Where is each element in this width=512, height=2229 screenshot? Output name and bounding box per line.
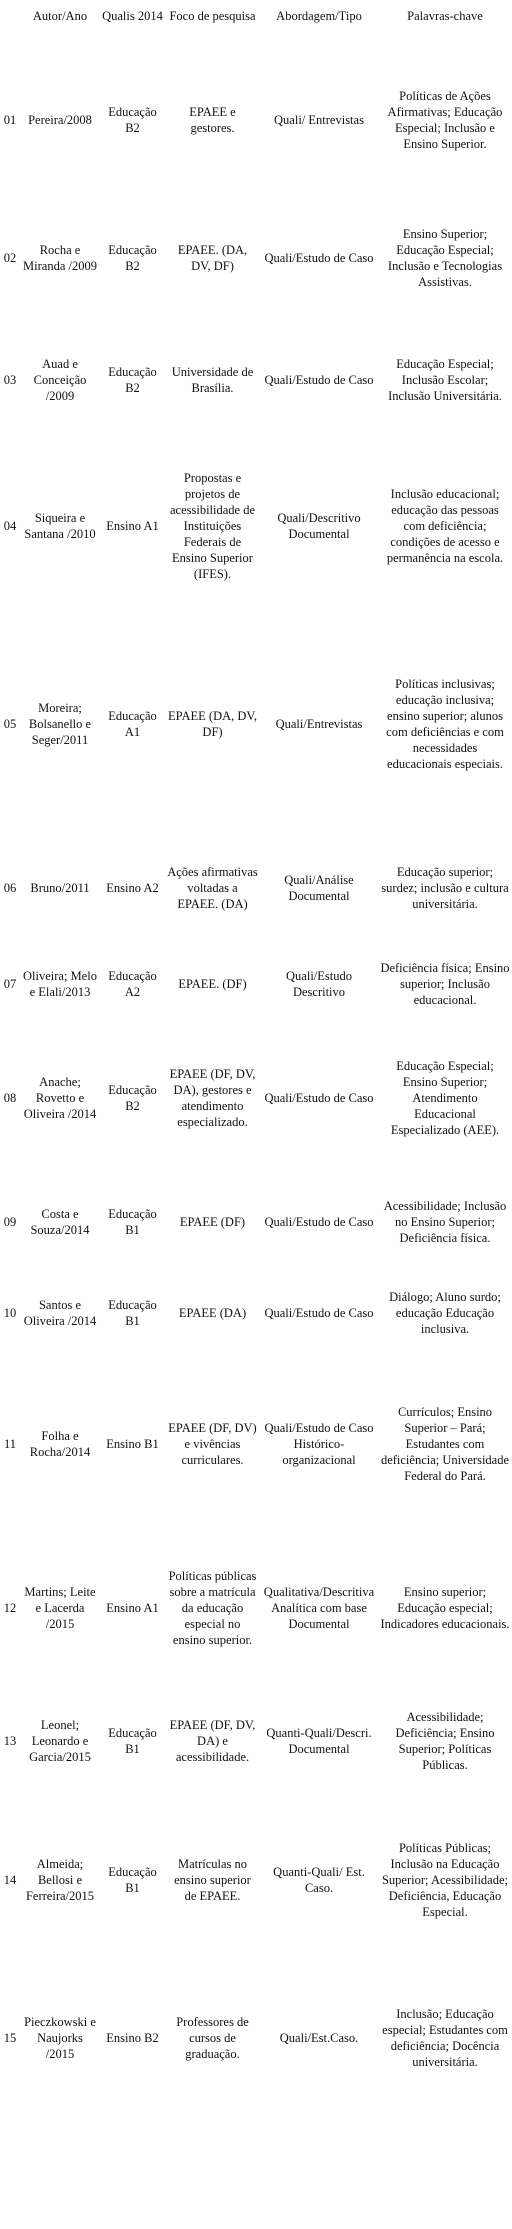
keywords-cell: Políticas de Ações Afirmativas; Educação Especial; Inclusão e Ensino Superior. — [387, 89, 503, 151]
row-number: 03 — [3, 373, 17, 387]
research-focus-cell: EPAEE (DF, DV) e vivências curriculares. — [168, 1421, 257, 1467]
table-row — [0, 48, 512, 192]
table-row — [0, 1534, 512, 1682]
row-number: 10 — [3, 1306, 17, 1320]
qualis-cell: Ensino A1 — [106, 519, 159, 533]
qualis-cell: Educação B2 — [108, 243, 157, 273]
author-year-cell: Rocha e Miranda /2009 — [23, 243, 97, 273]
table-row — [0, 1960, 512, 2116]
row-number: 08 — [3, 1091, 17, 1105]
qualis-cell: Educação A2 — [108, 969, 157, 999]
author-year-cell: Moreira; Bolsanello e Seger/2011 — [28, 701, 92, 747]
keywords-cell: Inclusão; Educação especial; Estudantes com deficiência; Docência universitária. — [382, 2007, 508, 2069]
author-year-cell: Bruno/2011 — [30, 881, 90, 895]
approach-type-cell: Quali/Estudo de Caso — [264, 1091, 374, 1105]
row-number: 11 — [3, 1437, 17, 1451]
qualis-cell: Educação A1 — [108, 709, 157, 739]
keywords-cell: Acessibilidade; Deficiência; Ensino Superior; Políticas Públicas. — [395, 1710, 495, 1772]
qualis-cell: Ensino B1 — [106, 1437, 159, 1451]
qualis-cell: Educação B1 — [108, 1298, 157, 1328]
approach-type-cell: Quali/Entrevistas — [275, 717, 363, 731]
author-year-cell: Almeida; Bellosi e Ferreira/2015 — [25, 1857, 95, 1903]
author-year-cell: Pereira/2008 — [28, 113, 92, 127]
research-focus-cell: EPAEE (DF, DV, DA), gestores e atendimento especializado. — [169, 1067, 256, 1129]
research-focus-cell: Universidade de Brasília. — [171, 365, 254, 395]
table-body — [0, 48, 512, 2116]
row-number: 06 — [3, 881, 17, 895]
author-year-cell: Santos e Oliveira /2014 — [23, 1298, 97, 1328]
qualis-cell: Educação B2 — [108, 1083, 157, 1113]
approach-type-cell: Qualitativa/Descritiva Analítica com base Documental — [263, 1585, 375, 1631]
qualis-cell: Educação B2 — [108, 365, 157, 395]
keywords-cell: Acessibilidade; Inclusão no Ensino Superior; Deficiência física. — [383, 1199, 507, 1245]
keywords-cell: Educação Especial; Ensino Superior; Atendimento Educacional Especializado (AEE). — [390, 1059, 500, 1137]
keywords-cell: Políticas Públicas; Inclusão na Educação Superior; Acessibilidade; Deficiência, Educação Especial. — [381, 1841, 509, 1919]
table-header — [0, 0, 512, 48]
header-number — [0, 0, 20, 48]
research-focus-cell: Políticas públicas sobre a matrícula da educação especial no ensino superior. — [168, 1569, 257, 1647]
table-row — [0, 1272, 512, 1354]
approach-type-cell: Quali/Est.Caso. — [279, 2031, 359, 2045]
header-author-year: Autor/Ano — [32, 9, 88, 23]
table-row — [0, 192, 512, 324]
qualis-cell: Educação B1 — [108, 1865, 157, 1895]
approach-type-cell: Quali/Estudo de Caso — [264, 251, 374, 265]
author-year-cell: Oliveira; Melo e Elali/2013 — [23, 969, 97, 999]
header-research-focus: Foco de pesquisa — [169, 9, 256, 23]
research-focus-cell: EPAEE e gestores. — [189, 105, 236, 135]
qualis-cell: Ensino A2 — [106, 881, 159, 895]
keywords-cell: Políticas inclusivas; educação inclusiva; ensino superior; alunos com deficiências e com necessidades educacionais especiais. — [386, 677, 504, 771]
approach-type-cell: Quali/Estudo Descritivo — [286, 969, 352, 999]
author-year-cell: Leonel; Leonardo e Garcia/2015 — [29, 1718, 91, 1764]
research-focus-cell: EPAEE (DA) — [178, 1306, 247, 1320]
approach-type-cell: Quali/ Entrevistas — [274, 113, 364, 127]
qualis-cell: Ensino B2 — [106, 2031, 159, 2045]
row-number: 02 — [3, 251, 17, 265]
approach-type-cell: Quanti-Quali/Descri. Documental — [266, 1726, 372, 1756]
research-focus-cell: Propostas e projetos de acessibilidade de Instituições Federais de Ensino Superior (IFES). — [169, 471, 256, 581]
author-year-cell: Martins; Leite e Lacerda /2015 — [24, 1585, 96, 1631]
keywords-cell: Diálogo; Aluno surdo; educação Educação inclusiva. — [389, 1290, 501, 1336]
research-focus-cell: EPAEE. (DA, DV, DF) — [177, 243, 248, 273]
author-year-cell: Siqueira e Santana /2010 — [24, 511, 96, 541]
keywords-cell: Deficiência física; Ensino superior; Inclusão educacional. — [380, 961, 510, 1007]
table-row — [0, 944, 512, 1024]
keywords-cell: Educação Especial; Inclusão Escolar; Inclusão Universitária. — [388, 357, 502, 403]
qualis-cell: Educação B2 — [108, 105, 157, 135]
author-year-cell: Auad e Conceição /2009 — [33, 357, 87, 403]
row-number: 01 — [3, 113, 17, 127]
table-row — [0, 616, 512, 832]
header-keywords: Palavras-chave — [407, 9, 483, 23]
author-year-cell: Pieczkowski e Naujorks /2015 — [24, 2015, 96, 2061]
approach-type-cell: Quanti-Quali/ Est. Caso. — [273, 1865, 365, 1895]
row-number: 07 — [3, 977, 17, 991]
keywords-cell: Currículos; Ensino Superior – Pará; Estudantes com deficiência; Universidade Federal do Pará. — [380, 1405, 510, 1483]
keywords-cell: Ensino superior; Educação especial; Indicadores educacionais. — [380, 1585, 510, 1631]
row-number: 05 — [3, 717, 17, 731]
research-focus-cell: Professores de cursos de graduação. — [176, 2015, 249, 2061]
table-row — [0, 1800, 512, 1960]
keywords-cell: Inclusão educacional; educação das pessoas com deficiência; condições de acesso e permanência na escola. — [386, 487, 504, 565]
research-focus-cell: EPAEE. (DF) — [178, 977, 247, 991]
row-number: 15 — [3, 2031, 17, 2045]
author-year-cell: Costa e Souza/2014 — [30, 1207, 90, 1237]
research-focus-cell: EPAEE (DF, DV, DA) e acessibilidade. — [169, 1718, 256, 1764]
row-number: 13 — [3, 1734, 17, 1748]
table-row — [0, 436, 512, 616]
row-number: 09 — [3, 1215, 17, 1229]
author-year-cell: Folha e Rocha/2014 — [29, 1429, 91, 1459]
table-row — [0, 832, 512, 944]
qualis-cell: Ensino A1 — [106, 1601, 159, 1615]
research-focus-cell: EPAEE (DF) — [179, 1215, 246, 1229]
approach-type-cell: Quali/Descritivo Documental — [277, 511, 361, 541]
approach-type-cell: Quali/Estudo de Caso Histórico-organizacional — [264, 1421, 374, 1467]
research-focus-cell: Matrículas no ensino superior de EPAEE. — [174, 1857, 251, 1903]
table-row — [0, 1172, 512, 1272]
table-row — [0, 1682, 512, 1800]
research-focus-cell: EPAEE (DA, DV, DF) — [168, 709, 257, 739]
header-approach-type: Abordagem/Tipo — [276, 9, 362, 23]
qualis-cell: Educação B1 — [108, 1726, 157, 1756]
row-number: 04 — [3, 519, 17, 533]
table-row — [0, 1354, 512, 1534]
research-focus-cell: Ações afirmativas voltadas a EPAEE. (DA) — [167, 865, 258, 911]
header-row — [0, 0, 512, 48]
keywords-cell: Educação superior; surdez; inclusão e cultura universitária. — [381, 865, 509, 911]
row-number: 14 — [3, 1873, 17, 1887]
approach-type-cell: Quali/Estudo de Caso — [264, 1215, 374, 1229]
header-qualis: Qualis 2014 — [102, 9, 163, 23]
table-row — [0, 324, 512, 436]
table-row — [0, 1024, 512, 1172]
approach-type-cell: Quali/Análise Documental — [284, 873, 354, 903]
approach-type-cell: Quali/Estudo de Caso — [264, 373, 374, 387]
author-year-cell: Anache; Rovetto e Oliveira /2014 — [23, 1075, 97, 1121]
qualis-cell: Educação B1 — [108, 1207, 157, 1237]
approach-type-cell: Quali/Estudo de Caso — [264, 1306, 374, 1320]
keywords-cell: Ensino Superior; Educação Especial; Inclusão e Tecnologias Assistivas. — [387, 227, 503, 289]
row-number: 12 — [3, 1601, 17, 1615]
